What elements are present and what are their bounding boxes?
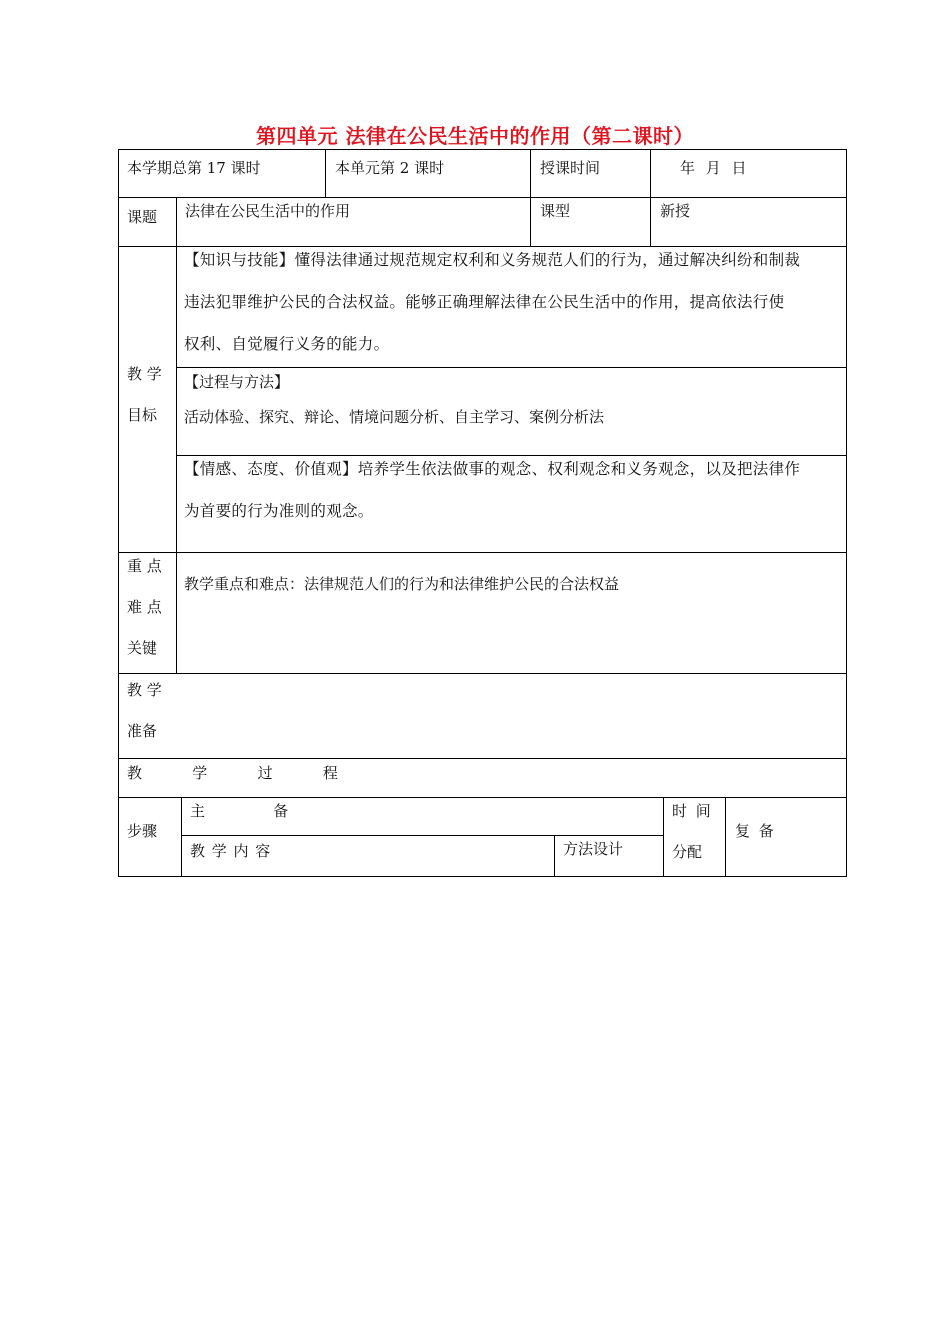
total-lesson-count: 本学期总第 17 课时 bbox=[127, 159, 261, 177]
lesson-date-placeholder: 年 月 日 bbox=[680, 159, 747, 177]
row-divider bbox=[181, 835, 663, 836]
page-title: 第四单元 法律在公民生活中的作用（第二课时） bbox=[256, 124, 694, 148]
row-divider bbox=[118, 673, 847, 674]
col-divider bbox=[650, 149, 651, 246]
steps-label: 步骤 bbox=[127, 822, 158, 840]
row-divider bbox=[176, 367, 847, 368]
topic-value: 法律在公民生活中的作用 bbox=[185, 202, 351, 220]
row-divider bbox=[118, 758, 847, 759]
process-method-heading: 【过程与方法】 bbox=[184, 373, 290, 391]
topic-label: 课题 bbox=[127, 208, 158, 226]
teaching-process-heading: 教 学 过 程 bbox=[127, 764, 338, 782]
row-divider bbox=[118, 552, 847, 553]
table-border-left bbox=[118, 149, 119, 877]
lesson-type-label: 课型 bbox=[540, 202, 571, 220]
teaching-content-label: 教 学 内 容 bbox=[190, 842, 271, 860]
emotion-line: 【情感、态度、价值观】培养学生依法做事的观念、权利观念和义务观念，以及把法律作 bbox=[184, 460, 801, 478]
col-divider bbox=[530, 149, 531, 246]
unit-lesson-count: 本单元第 2 课时 bbox=[335, 159, 445, 177]
emotion-attitude-goal bbox=[184, 448, 844, 532]
lesson-type-value: 新授 bbox=[660, 202, 691, 220]
col-divider bbox=[725, 797, 726, 877]
knowledge-line: 违法犯罪维护公民的合法权益。能够正确理解法律在公民生活中的作用，提高依法行使 bbox=[184, 293, 785, 311]
key-points-text: 教学重点和难点：法律规范人们的行为和法律维护公民的合法权益 bbox=[184, 575, 620, 593]
review-prep-label: 复 备 bbox=[735, 822, 774, 840]
process-method-text: 活动体验、探究、辩论、情境问题分析、自主学习、案例分析法 bbox=[184, 408, 605, 426]
preparation-label-line1: 教 学 bbox=[127, 681, 162, 699]
goals-label-line1: 教 学 bbox=[127, 365, 162, 383]
col-divider bbox=[554, 835, 555, 877]
preparation-label-line2: 准备 bbox=[127, 722, 158, 740]
key-points-label-line3: 关键 bbox=[127, 639, 158, 657]
method-design-label: 方法设计 bbox=[563, 840, 624, 858]
main-prep-label: 主 备 bbox=[190, 802, 289, 820]
knowledge-line: 【知识与技能】懂得法律通过规范规定权利和义务规范人们的行为，通过解决纠纷和制裁 bbox=[184, 251, 801, 269]
col-divider bbox=[325, 149, 326, 197]
key-points-label-line2: 难 点 bbox=[127, 598, 162, 616]
col-divider bbox=[181, 797, 182, 877]
emotion-line: 为首要的行为准则的观念。 bbox=[184, 502, 374, 520]
time-allocation-label-line2: 分配 bbox=[672, 843, 703, 861]
key-points-label-line1: 重 点 bbox=[127, 557, 162, 575]
knowledge-skills-goal bbox=[184, 239, 844, 365]
knowledge-line: 权利、自觉履行义务的能力。 bbox=[184, 335, 390, 353]
lesson-time-label: 授课时间 bbox=[540, 159, 601, 177]
col-divider bbox=[176, 197, 177, 673]
goals-label-line2: 目标 bbox=[127, 406, 158, 424]
col-divider bbox=[663, 797, 664, 877]
row-divider bbox=[118, 797, 847, 798]
row-divider bbox=[118, 197, 847, 198]
time-allocation-label-line1: 时 间 bbox=[672, 802, 711, 820]
table-border-top bbox=[118, 149, 847, 150]
